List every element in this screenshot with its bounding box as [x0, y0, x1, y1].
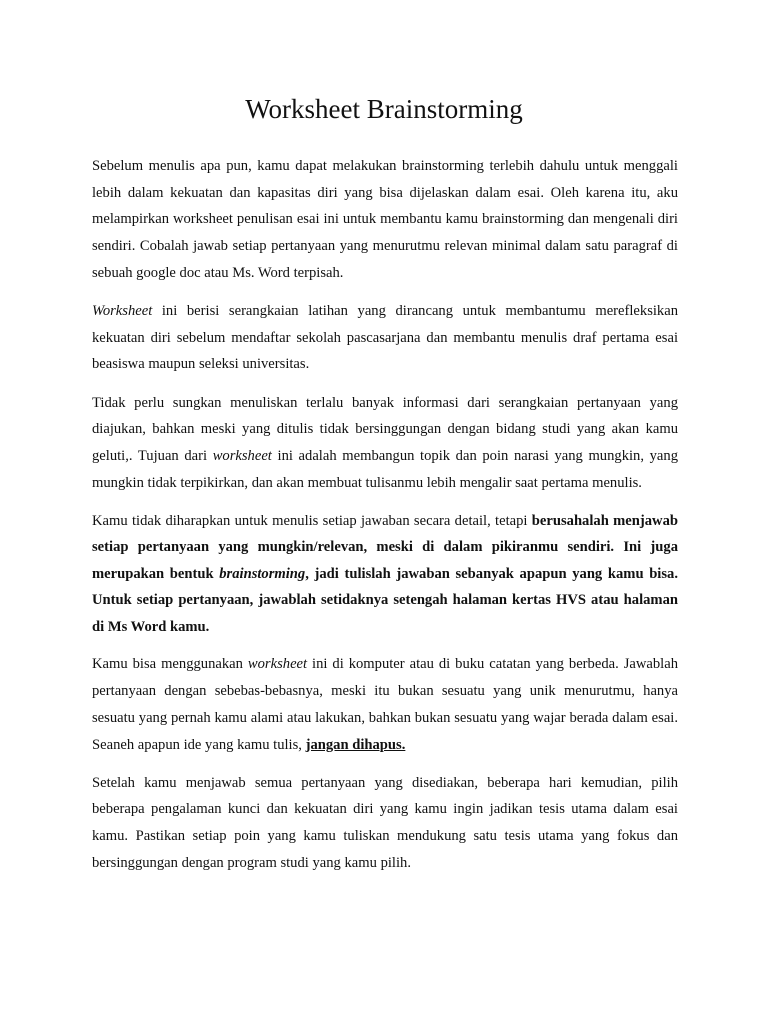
paragraph-text: Tidak perlu sungkan menuliskan terlalu banyak informasi dari serangkaian pertanyaan yang diajukan, bahkan meski yang ditulis tidak bersinggungan dengan bidang studi yang akan kamu geluti,. Tujuan dari: [92, 394, 678, 465]
paragraph-next-steps: Setelah kamu menjawab semua pertanyaan yang disediakan, beberapa hari kemudian, pilih beberapa pengalaman kunci dan kekuatan diri yang kamu ingin jadikan tesis utama dalam esai kamu. Pastikan setiap poin yang kamu tuliskan mendukung satu tesis utama yang fokus dan bersinggungan dengan program studi yang kamu pilih.: [92, 774, 678, 871]
document-body: [92, 153, 678, 877]
paragraph-intro: Sebelum menulis apa pun, kamu dapat melakukan brainstorming terlebih dahulu untuk menggali lebih dalam kekuatan dan kapasitas diri yang bisa dijelaskan dalam esai. Oleh karena itu, aku melampirkan worksheet penulisan esai ini untuk membantu kamu brainstorming dan mengenali diri sendiri. Cobalah jawab setiap pertanyaan yang menurutmu relevan minimal dalam satu paragraf di sebuah google doc atau Ms. Word terpisah.: [92, 158, 678, 281]
paragraph-instructions: [92, 508, 678, 640]
paragraph-text: ini adalah membangun topik dan poin narasi yang mungkin, yang mungkin tidak terpikirkan, dan akan membuat tulisanmu lebih mengalir saat pertama menulis.: [92, 448, 678, 491]
paragraph-text: Kamu tidak diharapkan untuk menulis setiap jawaban secara detail, tetapi: [92, 512, 532, 529]
italic-term: worksheet: [212, 448, 272, 465]
paragraph-no-hesitation: [92, 390, 678, 497]
paragraph-usage: [92, 651, 678, 758]
document-title: Worksheet Brainstorming: [245, 94, 523, 124]
paragraph-text: ini di komputer atau di buku catatan yang berbeda. Jawablah pertanyaan dengan sebebas-bebasnya, meski itu bukan sesuatu yang unik menurutmu, hanya sesuatu yang pernah kamu alami atau lakukan, bahkan bukan sesuatu yang wajar berada dalam esai. Seaneh apapun ide yang kamu tulis,: [92, 656, 678, 753]
italic-term: worksheet: [247, 656, 308, 673]
italic-term: brainstorming: [219, 565, 306, 582]
paragraph-text: Kamu bisa menggunakan: [92, 656, 248, 673]
italic-term: Worksheet: [92, 303, 153, 320]
paragraph-text: ini berisi serangkaian latihan yang dirancang untuk membantumu merefleksikan kekuatan diri sebelum mendaftar sekolah pascasarjana dan membantu menulis draf pertama esai beasiswa maupun seleksi universitas.: [92, 303, 678, 373]
paragraph-worksheet-purpose: [92, 298, 678, 378]
bold-text: berusahalah menjawab setiap pertanyaan yang mungkin/relevan, meski di dalam pikiranmu sendiri. Ini juga merupakan bentuk: [92, 512, 678, 582]
underlined-emphasis: jangan dihapus.: [305, 736, 406, 753]
bold-text: , jadi tulislah jawaban sebanyak apapun yang kamu bisa. Untuk setiap pertanyaan, jawablah setidaknya setengah halaman kertas HVS atau halaman di Ms Word kamu.: [92, 565, 678, 635]
bold-italic-term: [219, 566, 305, 582]
